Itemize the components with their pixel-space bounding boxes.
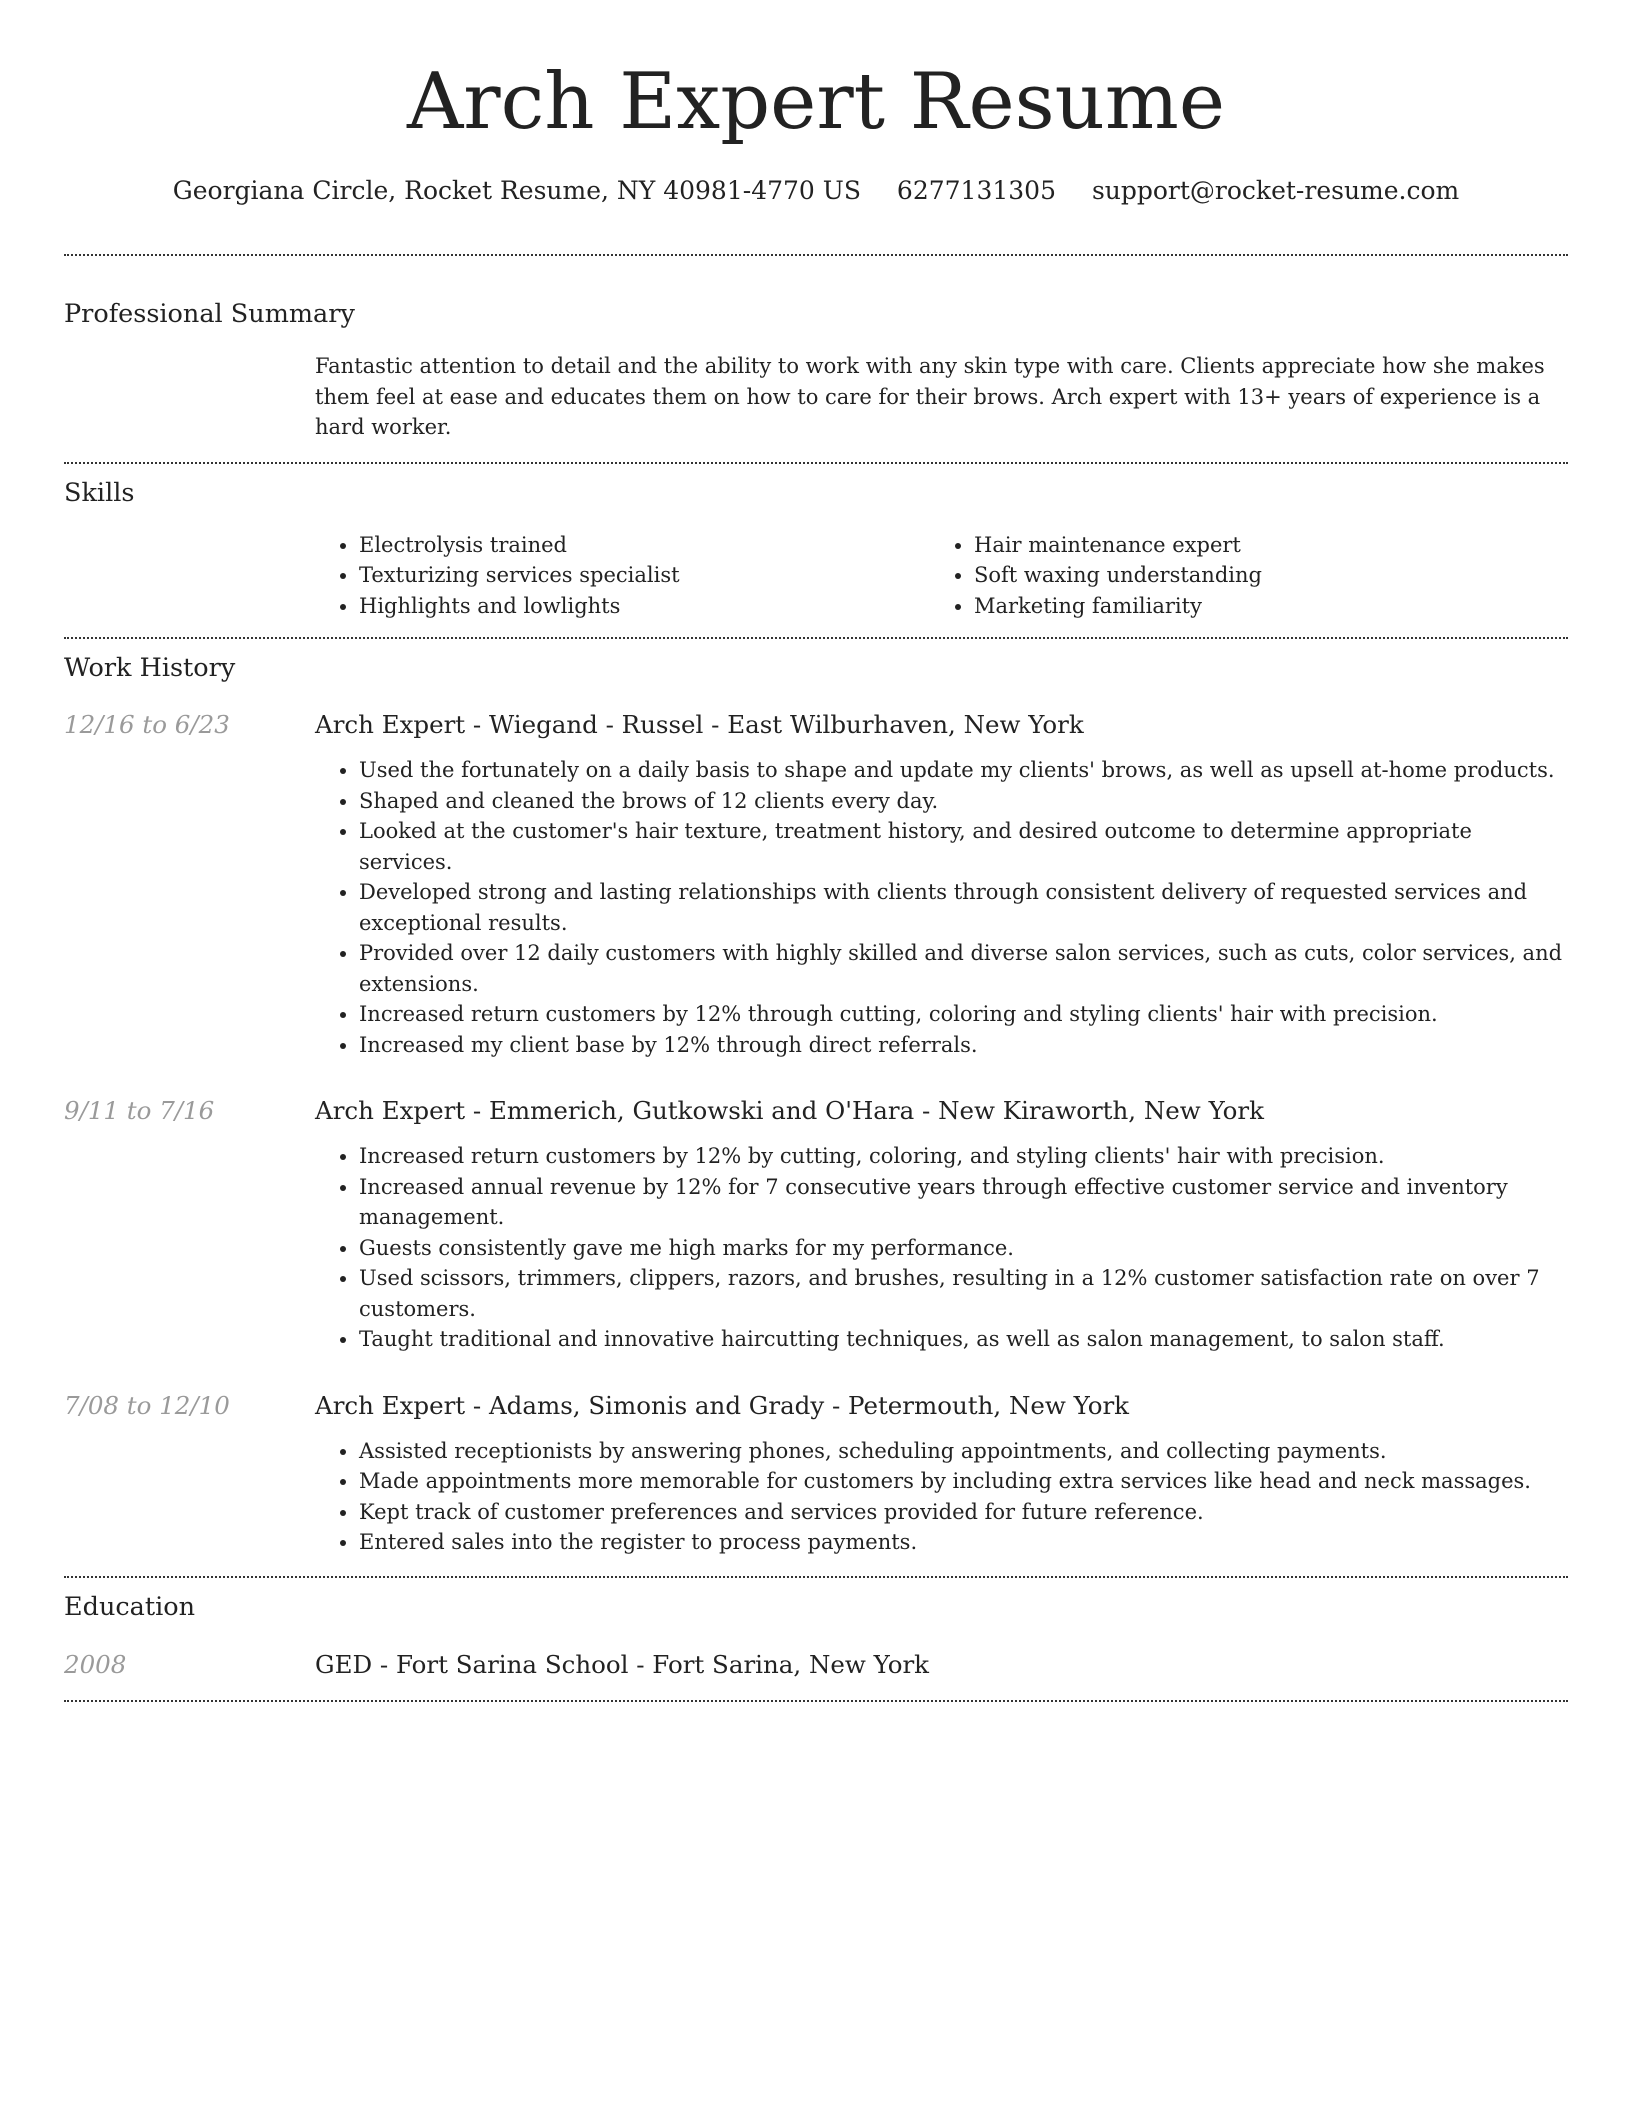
education-title: GED - Fort Sarina School - Fort Sarina, New York <box>315 1649 929 1679</box>
job-dates: 7/08 to 12/10 <box>64 1390 230 1420</box>
contact-line <box>64 174 1568 208</box>
education-heading: Education <box>64 1591 196 1622</box>
skill-item: • Hair maintenance expert <box>974 530 1545 561</box>
summary-text: Fantastic attention to detail and the ability to work with any skin type with care. Clients appreciate how she makes them feel at ease and educates them on how to care for their brows. Arch expert with 13+ years of experience is a hard worker. <box>315 354 1545 439</box>
job-entry <box>64 1389 1568 1558</box>
skills-list <box>315 530 1568 622</box>
divider <box>64 1700 1568 1702</box>
education-section <box>64 1590 1568 1682</box>
summary-heading: Professional Summary <box>64 299 355 329</box>
job-title: Arch Expert - Emmerich, Gutkowski and O'Hara - New Kiraworth, New York <box>315 1096 1264 1125</box>
job-entry <box>64 708 1568 1060</box>
job-dates: 9/11 to 7/16 <box>64 1096 215 1125</box>
job-title: Arch Expert - Adams, Simonis and Grady - Petermouth, New York <box>315 1390 1130 1420</box>
contact-email: support@rocket-resume.com <box>1091 176 1460 205</box>
job-bullet: • Increased return customers by 12% by cutting, coloring, and styling clients' hair with precision. <box>359 1141 1568 1172</box>
skill-item: • Highlights and lowlights <box>359 591 930 622</box>
job-bullet: • Kept track of customer preferences and services provided for future reference. <box>359 1497 1568 1528</box>
summary-section <box>64 297 1568 443</box>
job-entry <box>64 1094 1568 1355</box>
skill-item: • Marketing familiarity <box>974 591 1545 622</box>
job-bullet: • Developed strong and lasting relationships with clients through consistent delivery of requested services and exceptional results. <box>359 877 1568 938</box>
divider <box>64 637 1568 639</box>
skills-column-left <box>315 530 930 622</box>
divider <box>64 254 1568 256</box>
job-bullet: • Provided over 12 daily customers with highly skilled and diverse salon services, such as cuts, color services, and extensions. <box>359 938 1568 999</box>
job-bullet: • Assisted receptionists by answering phones, scheduling appointments, and collecting payments. <box>359 1436 1568 1467</box>
skill-item: • Texturizing services specialist <box>359 560 930 591</box>
work-history-heading: Work History <box>64 653 236 683</box>
job-bullet: • Looked at the customer's hair texture, treatment history, and desired outcome to determine appropriate services. <box>359 816 1568 877</box>
job-title: Arch Expert - Wiegand - Russel - East Wilburhaven, New York <box>315 710 1084 739</box>
skill-item: • Electrolysis trained <box>359 530 930 561</box>
job-bullet: • Made appointments more memorable for customers by including extra services like head and neck massages. <box>359 1466 1568 1497</box>
education-entry <box>64 1648 1568 1682</box>
job-bullet: • Increased annual revenue by 12% for 7 consecutive years through effective customer service and inventory management. <box>359 1172 1568 1233</box>
job-bullet: • Used scissors, trimmers, clippers, razors, and brushes, resulting in a 12% customer satisfaction rate on over 7 customers. <box>359 1263 1568 1324</box>
contact-address: Georgiana Circle, Rocket Resume, NY 40981-4770 US <box>172 176 861 205</box>
job-bullets <box>315 1436 1568 1558</box>
job-bullet: • Increased return customers by 12% through cutting, coloring and styling clients' hair with precision. <box>359 999 1568 1030</box>
education-date: 2008 <box>64 1649 127 1679</box>
job-dates: 12/16 to 6/23 <box>64 710 230 739</box>
job-bullet: • Used the fortunately on a daily basis to shape and update my clients' brows, as well as upsell at-home products. <box>359 755 1568 786</box>
job-bullet: • Entered sales into the register to process payments. <box>359 1527 1568 1558</box>
job-bullets <box>315 1141 1568 1355</box>
divider <box>64 462 1568 464</box>
skills-heading: Skills <box>64 477 135 508</box>
skills-column-right <box>930 530 1545 622</box>
work-history-section <box>64 651 1568 1558</box>
divider <box>64 1576 1568 1578</box>
resume-title: Arch Expert Resume <box>406 57 1226 147</box>
job-bullet: • Shaped and cleaned the brows of 12 clients every day. <box>359 786 1568 817</box>
resume-page <box>64 0 1568 1702</box>
skills-section <box>64 476 1568 622</box>
job-bullet: • Guests consistently gave me high marks for my performance. <box>359 1233 1568 1264</box>
job-bullets <box>315 755 1568 1060</box>
job-bullet: • Taught traditional and innovative haircutting techniques, as well as salon management, to salon staff. <box>359 1324 1568 1355</box>
contact-phone: 6277131305 <box>896 176 1056 205</box>
skill-item: • Soft waxing understanding <box>974 560 1545 591</box>
job-bullet: • Increased my client base by 12% through direct referrals. <box>359 1030 1568 1061</box>
